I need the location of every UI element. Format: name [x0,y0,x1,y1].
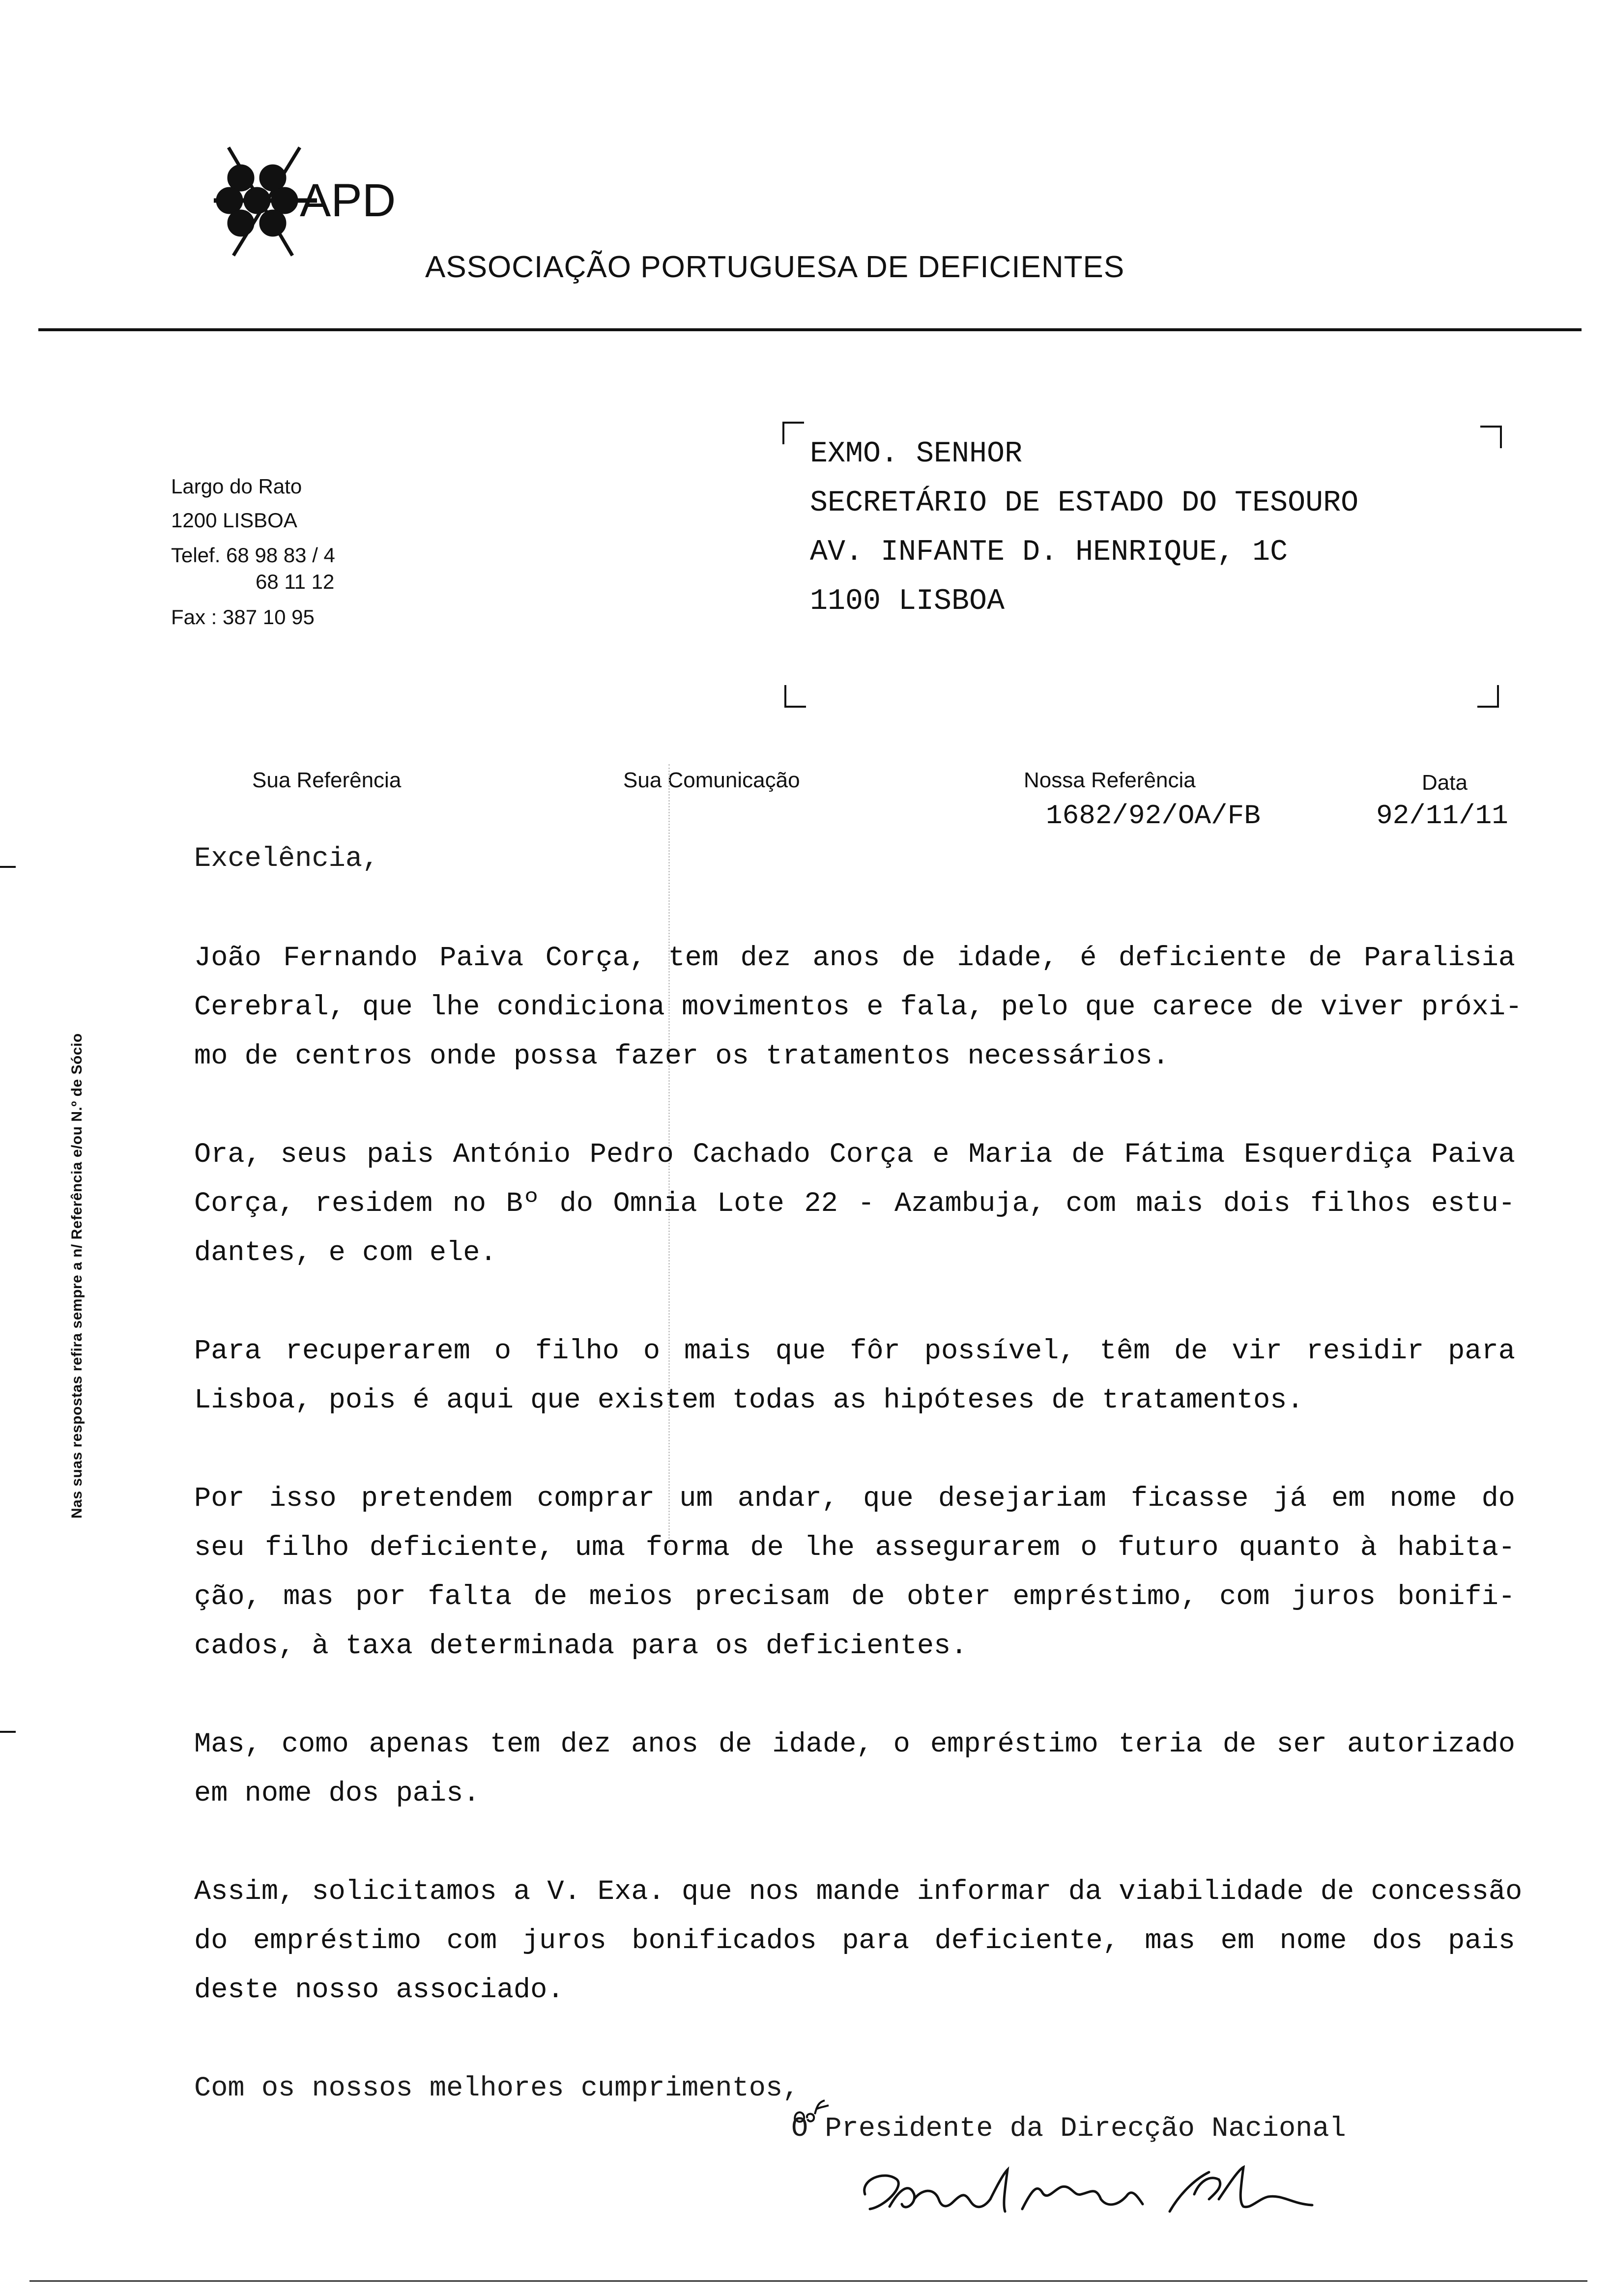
body-line: Cerebral, que lhe condiciona movimentos e fala, pelo que carece de viver próxi- [194,992,1523,1023]
nossa-referencia-value: 1682/92/OA/FB [1046,800,1261,832]
signer-title: O Presidente da Direcção Nacional [791,2113,1346,2145]
side-note: Nas suas respostas refira sempre a n/ Referência e/ou N.º de Sócio [69,1033,85,1519]
address-corner-top-right [1480,426,1502,448]
fold-mark-top [0,866,16,868]
body-line: deste nosso associado. [194,1975,564,2006]
handwritten-signature [855,2160,1435,2229]
organization-name: ASSOCIAÇÃO PORTUGUESA DE DEFICIENTES [425,250,1125,284]
header-rule [38,328,1582,331]
sender-street: Largo do Rato [171,475,302,498]
recipient-line-1: EXMO. SENHOR [810,437,1023,471]
apd-logo [194,143,425,260]
body-line: Lisboa, pois é aqui que existem todas as hipóteses de tratamentos. [194,1385,1304,1416]
address-corner-bottom-right [1477,685,1499,708]
fold-mark-bottom [0,1731,16,1733]
recipient-line-3: AV. INFANTE D. HENRIQUE, 1C [810,536,1288,569]
body-line: em nome dos pais. [194,1778,480,1809]
sender-city: 1200 LISBOA [171,509,297,532]
body-line: mo de centros onde possa fazer os tratamentos necessários. [194,1041,1169,1072]
body-line: do empréstimo com juros bonificados para deficiente, mas em nome dos pais [194,1925,1515,1957]
sender-fax: Fax : 387 10 95 [171,605,315,629]
recipient-line-2: SECRETÁRIO DE ESTADO DO TESOURO [810,487,1359,520]
sender-phone-2: 68 11 12 [256,570,335,593]
closing: Com os nossos melhores cumprimentos, [194,2073,800,2104]
sender-phone: Telef. 68 98 83 / 4 [171,544,335,567]
recipient-line-4: 1100 LISBOA [810,585,1005,618]
body-line: dantes, e com ele. [194,1237,497,1269]
body-line: Ora, seus pais António Pedro Cachado Corça e Maria de Fátima Esquerdiça Paiva [194,1139,1515,1171]
label-nossa-referencia: Nossa Referência [1024,768,1196,792]
body-line: seu filho deficiente, uma forma de lhe assegurarem o futuro quanto à habita- [194,1532,1515,1564]
salutation: Excelência, [194,843,379,875]
body-line: ção, mas por falta de meios precisam de obter empréstimo, com juros bonifi- [194,1581,1515,1613]
body-line: Por isso pretendem comprar um andar, que desejariam ficasse já em nome do [194,1483,1515,1515]
bottom-rule [29,2280,1587,2282]
address-corner-bottom-left [784,685,806,708]
label-sua-comunicacao: Sua Comunicação [623,768,800,792]
label-data: Data [1422,771,1468,795]
address-corner-top-left [782,422,804,444]
body-line: Para recuperarem o filho o mais que fôr possível, têm de vir residir para [194,1336,1515,1367]
body-line: Corça, residem no Bº do Omnia Lote 22 - Azambuja, com mais dois filhos estu- [194,1188,1515,1220]
date-value: 92/11/11 [1376,800,1508,832]
body-line: cados, à taxa determinada para os deficientes. [194,1631,968,1662]
logo-apd-text: APD [300,174,396,227]
body-line: Assim, solicitamos a V. Exa. que nos mande informar da viabilidade de concessão [194,1876,1523,1908]
body-line: João Fernando Paiva Corça, tem dez anos de idade, é deficiente de Paralisia [194,943,1515,974]
body-line: Mas, como apenas tem dez anos de idade, o empréstimo teria de ser autorizado [194,1729,1515,1760]
label-sua-referencia: Sua Referência [252,768,402,792]
